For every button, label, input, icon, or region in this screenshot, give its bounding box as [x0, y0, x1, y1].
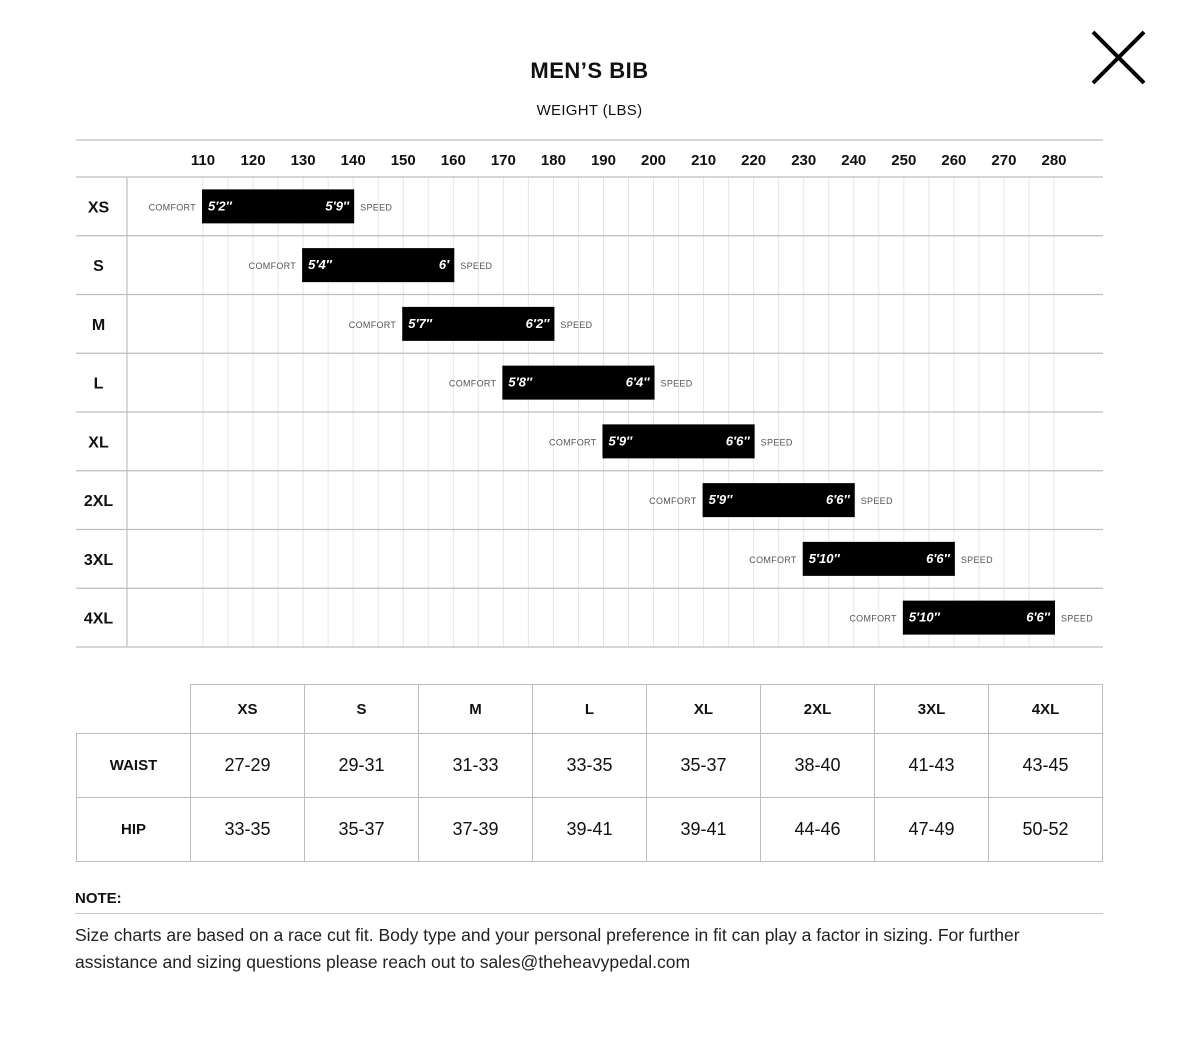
- measurement-cell: 43-45: [989, 734, 1103, 798]
- measurement-cell: 50-52: [989, 798, 1103, 862]
- min-height-label: 5′8″: [508, 374, 533, 390]
- size-row-label: 4XL: [83, 610, 114, 628]
- speed-label: SPEED: [1061, 613, 1094, 624]
- max-height-label: 6′4″: [625, 374, 650, 390]
- size-column-header: 2XL: [761, 685, 875, 734]
- x-tick-label: 190: [590, 152, 616, 169]
- measurement-cell: 29-31: [305, 734, 419, 798]
- x-tick-label: 210: [691, 152, 717, 169]
- comfort-label: COMFORT: [549, 437, 597, 448]
- measurements-body: [77, 734, 1103, 862]
- min-height-label: 5′10″: [908, 609, 940, 625]
- x-tick-label: 180: [540, 152, 566, 169]
- speed-label: SPEED: [660, 378, 693, 389]
- row-label: WAIST: [77, 734, 191, 798]
- x-tick-label: 280: [1041, 152, 1067, 169]
- speed-label: SPEED: [460, 261, 493, 272]
- comfort-label: COMFORT: [348, 319, 397, 330]
- measurement-cell: 44-46: [761, 798, 875, 862]
- table-row: [77, 734, 1103, 798]
- table-row: [77, 798, 1103, 862]
- speed-label: SPEED: [560, 319, 593, 330]
- x-tick-label: 160: [440, 152, 466, 169]
- comfort-label: COMFORT: [649, 496, 697, 507]
- measurement-cell: 27-29: [191, 734, 305, 798]
- header-corner: [77, 685, 191, 734]
- measurements-table: [76, 684, 1103, 862]
- size-row-label: XS: [87, 199, 110, 217]
- x-tick-label: 130: [290, 152, 316, 169]
- x-tick-label: 200: [641, 152, 667, 169]
- size-row-label: 2XL: [83, 493, 114, 511]
- size-column-header: 4XL: [989, 685, 1103, 734]
- measurement-cell: 39-41: [647, 798, 761, 862]
- x-tick-label: 240: [841, 152, 867, 169]
- size-column-header: S: [305, 685, 419, 734]
- size-column-header: XS: [191, 685, 305, 734]
- measurement-cell: 37-39: [419, 798, 533, 862]
- size-row-label: XL: [88, 434, 109, 452]
- size-row-label: L: [93, 375, 104, 393]
- row-label: HIP: [77, 798, 191, 862]
- comfort-label: COMFORT: [248, 261, 297, 272]
- speed-label: SPEED: [760, 437, 793, 448]
- x-tick-label: 140: [340, 152, 366, 169]
- size-row-label: M: [91, 316, 106, 334]
- x-tick-label: 250: [891, 152, 917, 169]
- measurement-cell: 38-40: [761, 734, 875, 798]
- comfort-label: COMFORT: [448, 378, 497, 389]
- min-height-label: 5′10″: [808, 550, 840, 566]
- x-tick-label: 270: [991, 152, 1017, 169]
- chart-title: MEN’S BIB: [530, 58, 649, 83]
- x-tick-label: 170: [490, 152, 516, 169]
- size-column-header: XL: [647, 685, 761, 734]
- measurement-cell: 41-43: [875, 734, 989, 798]
- max-height-label: 6′6″: [1026, 609, 1050, 625]
- measurement-cell: 33-35: [533, 734, 647, 798]
- measurement-cell: 35-37: [647, 734, 761, 798]
- comfort-label: COMFORT: [148, 202, 196, 213]
- x-axis-label: WEIGHT (LBS): [536, 102, 643, 119]
- measurements-header-row: [77, 685, 1103, 734]
- speed-label: SPEED: [960, 554, 993, 565]
- size-row-label: S: [93, 258, 104, 276]
- size-column-header: L: [533, 685, 647, 734]
- x-tick-label: 260: [941, 152, 967, 169]
- max-height-label: 6′2″: [525, 315, 550, 331]
- max-height-label: 6′6″: [926, 550, 950, 566]
- max-height-label: 6′6″: [725, 433, 750, 449]
- measurement-cell: 47-49: [875, 798, 989, 862]
- x-tick-label: 150: [390, 152, 416, 169]
- x-tick-label: 110: [190, 152, 216, 169]
- note-text: Size charts are based on a race cut fit. Body type and your personal preference in fit can play a factor in sizing. For further assistance and sizing questions please reach out to sales@theheavypedal.com: [75, 925, 1020, 972]
- min-height-label: 5′7″: [408, 315, 433, 331]
- size-column-header: 3XL: [875, 685, 989, 734]
- note-label: NOTE:: [75, 890, 122, 907]
- measurement-cell: 31-33: [419, 734, 533, 798]
- max-height-label: 6′: [438, 257, 450, 273]
- measurement-cell: 33-35: [191, 798, 305, 862]
- size-row-label: 3XL: [83, 551, 114, 569]
- comfort-label: COMFORT: [749, 554, 797, 565]
- x-tick-label: 120: [240, 152, 266, 169]
- min-height-label: 5′2″: [208, 198, 232, 214]
- speed-label: SPEED: [360, 202, 393, 213]
- max-height-label: 5′9″: [325, 198, 350, 214]
- measurement-cell: 35-37: [305, 798, 419, 862]
- min-height-label: 5′9″: [708, 492, 733, 508]
- min-height-label: 5′4″: [308, 257, 332, 273]
- note-divider: [75, 913, 1103, 914]
- comfort-label: COMFORT: [849, 613, 897, 624]
- x-tick-label: 220: [741, 152, 767, 169]
- x-tick-label: 230: [791, 152, 817, 169]
- size-column-header: M: [419, 685, 533, 734]
- max-height-label: 6′6″: [825, 492, 850, 508]
- measurement-cell: 39-41: [533, 798, 647, 862]
- speed-label: SPEED: [860, 496, 893, 507]
- min-height-label: 5′9″: [608, 433, 633, 449]
